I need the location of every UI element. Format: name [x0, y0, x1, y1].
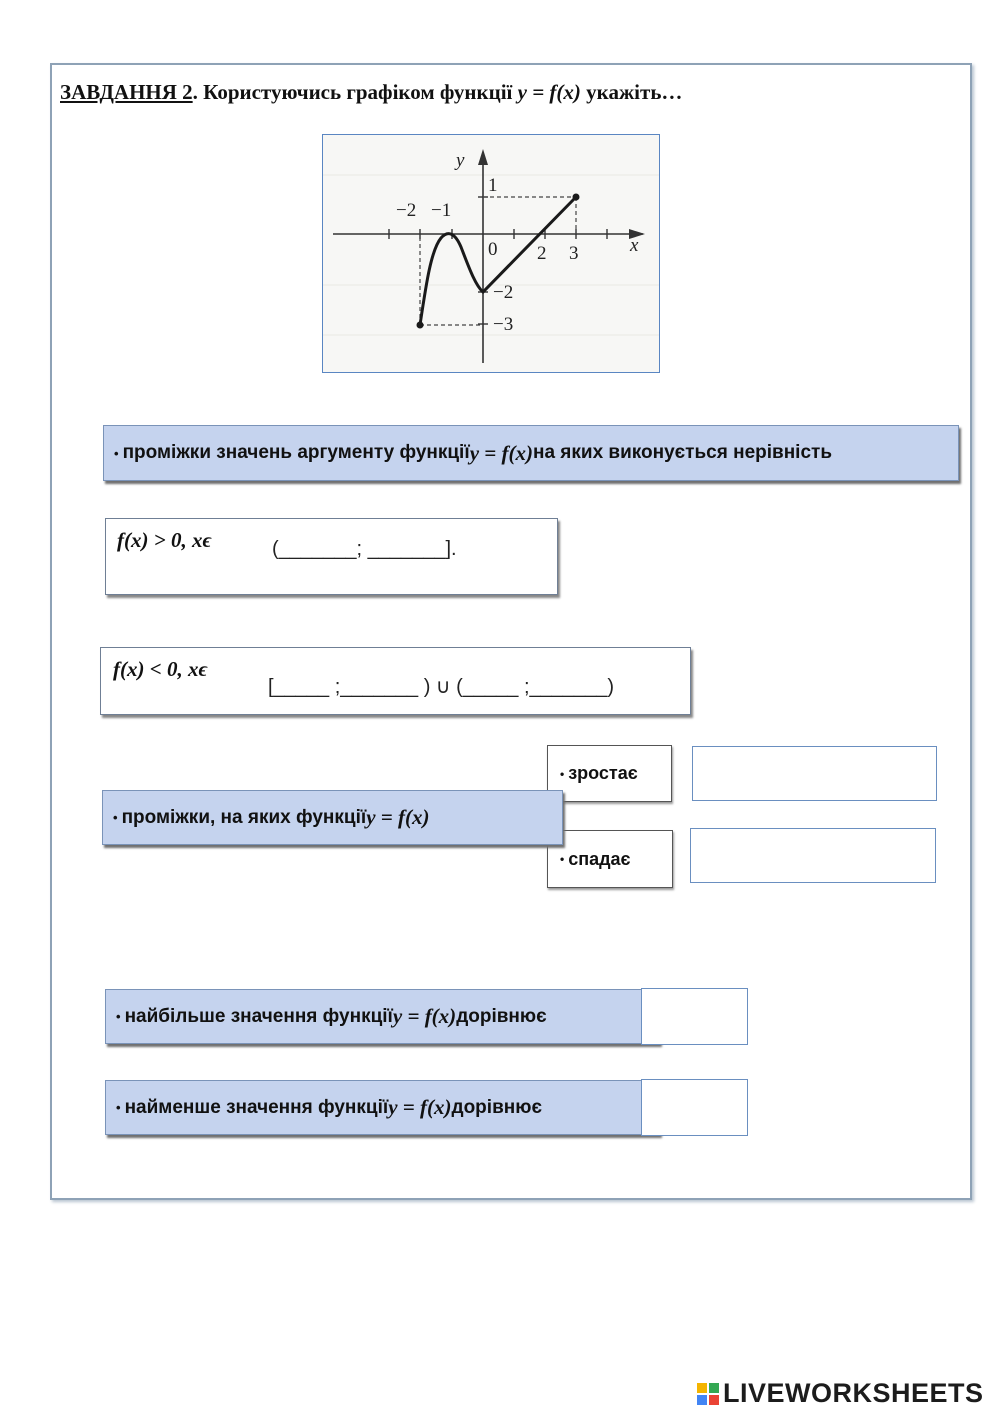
question-min-value — [105, 1080, 660, 1135]
liveworksheets-logo — [697, 1378, 984, 1409]
decreasing-label: спадає — [568, 848, 631, 869]
question-monotonic-intervals — [102, 790, 563, 845]
y-tick-m2: −2 — [493, 282, 514, 303]
curve-end-point — [573, 194, 580, 201]
x-axis-label: x — [630, 235, 639, 256]
q1-formula: y = f(x) — [469, 440, 533, 465]
y-axis-label: y — [456, 150, 465, 171]
y-tick-m3: −3 — [493, 314, 514, 335]
bullet: • — [113, 810, 118, 825]
curve-start-point — [417, 322, 424, 329]
monotonic-text: проміжки, на яких функції — [121, 806, 367, 828]
increasing-answer-input[interactable] — [692, 746, 937, 801]
logo-text: LIVEWORKSHEETS — [723, 1378, 984, 1408]
graph-svg — [323, 135, 660, 373]
monotonic-formula: y = f(x) — [366, 805, 430, 829]
min-value-input[interactable] — [641, 1079, 748, 1136]
task-text-after: укажіть… — [580, 80, 683, 104]
increasing-label: зростає — [568, 763, 638, 783]
task-formula: y = f(x) — [517, 80, 581, 104]
y-axis-arrow — [478, 149, 488, 165]
positive-interval-blanks[interactable]: (_______; _______]. — [272, 538, 457, 560]
decreasing-tag — [547, 830, 673, 888]
bullet: • — [560, 852, 565, 866]
question-argument-intervals — [103, 425, 959, 481]
x-tick-2: 2 — [537, 243, 547, 264]
negative-inequality-label: f(x) < 0, xϵ — [113, 657, 208, 681]
min-text-after: дорівнює — [451, 1096, 542, 1118]
max-formula: y = f(x) — [392, 1004, 457, 1028]
bullet: • — [560, 766, 565, 781]
task-label: ЗАВДАННЯ 2 — [60, 80, 193, 104]
bullet: • — [116, 1100, 121, 1115]
x-tick-0: 0 — [488, 239, 498, 260]
max-text-after: дорівнює — [456, 1005, 547, 1027]
increasing-tag — [547, 745, 672, 802]
question-max-value — [105, 989, 660, 1044]
min-text-before: найменше значення функції — [124, 1096, 389, 1118]
task-title — [60, 80, 682, 105]
y-tick-1: 1 — [488, 175, 498, 196]
min-formula: y = f(x) — [388, 1095, 452, 1119]
x-tick-m1: −1 — [431, 200, 452, 221]
task-text-before: . Користуючись графіком функції — [192, 80, 518, 104]
max-text-before: найбільше значення функції — [124, 1005, 393, 1027]
max-value-input[interactable] — [641, 988, 748, 1045]
x-tick-3: 3 — [569, 243, 579, 264]
bullet: • — [114, 445, 119, 461]
q1-text-before: проміжки значень аргументу функції — [122, 442, 470, 463]
q1-text-after: на яких виконується нерівність — [532, 442, 833, 463]
logo-mark-icon — [697, 1383, 719, 1405]
function-graph — [322, 134, 660, 373]
bullet: • — [116, 1009, 121, 1024]
negative-interval-blanks[interactable]: [_____ ;_______ ) ∪ (_____ ;_______) — [268, 676, 615, 698]
positive-inequality-label: f(x) > 0, xϵ — [117, 528, 212, 552]
x-tick-m2: −2 — [396, 200, 417, 221]
decreasing-answer-input[interactable] — [690, 828, 936, 883]
